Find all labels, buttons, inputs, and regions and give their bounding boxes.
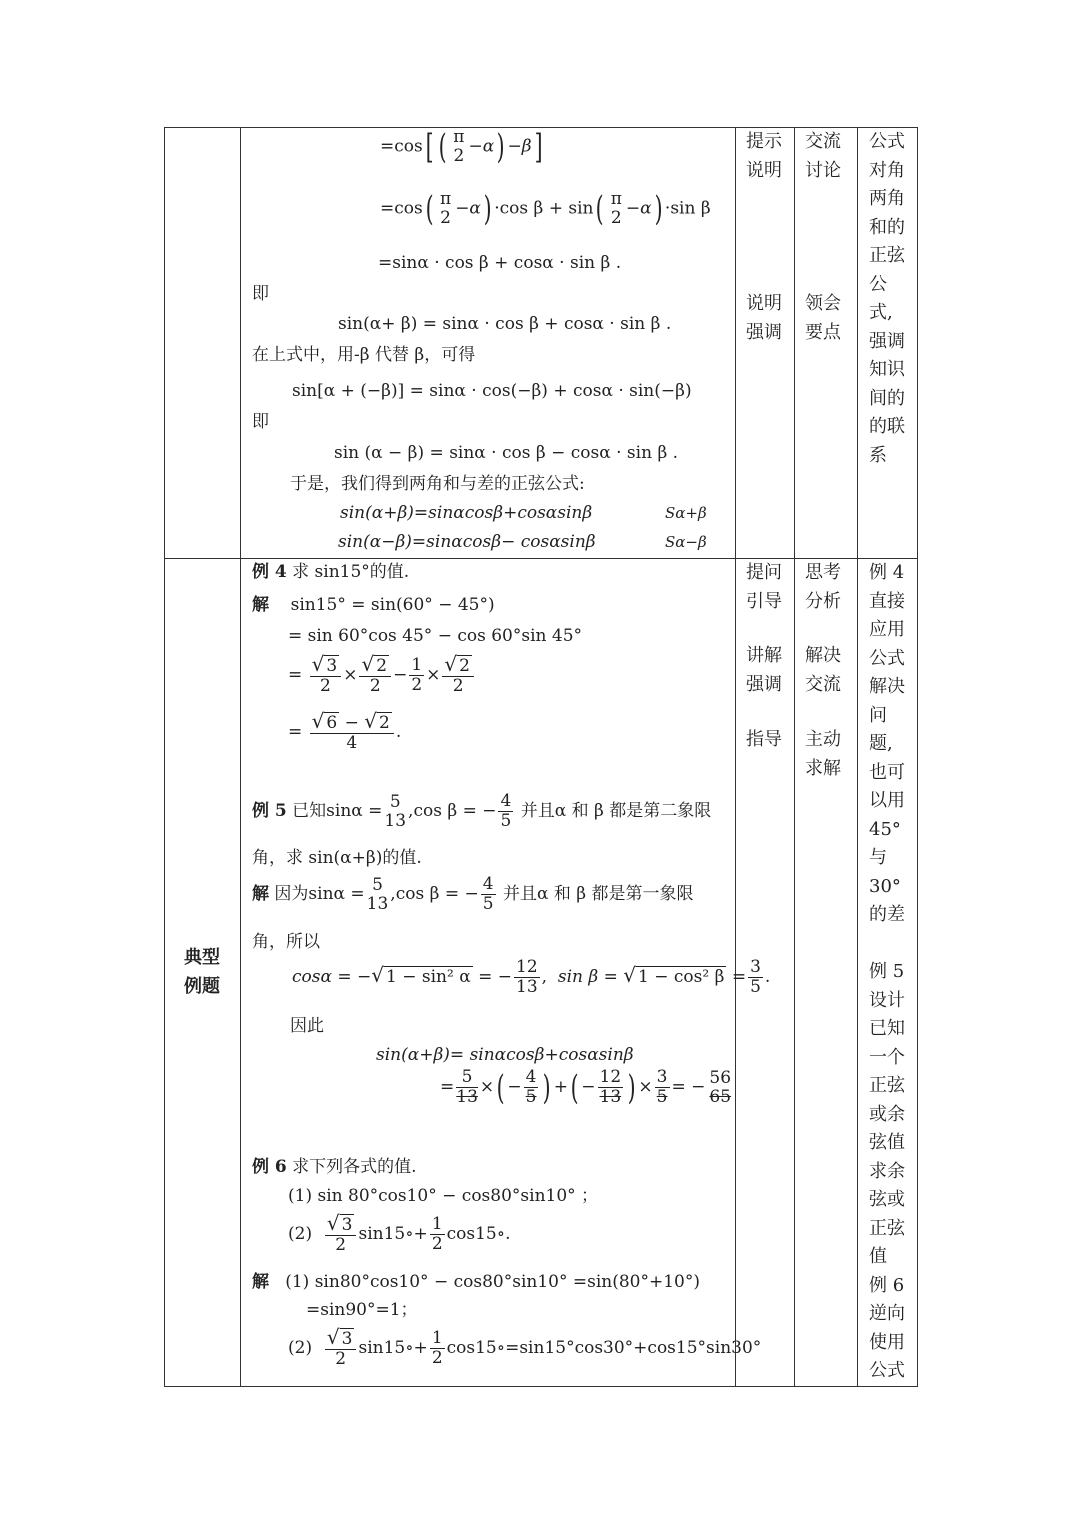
note-line: 对角 <box>869 159 905 181</box>
note-line: 一个 <box>869 1046 905 1068</box>
note-line: 弦或 <box>869 1189 905 1210</box>
note-line: 45° <box>869 818 901 840</box>
row2-col3-c: 指导 <box>746 729 782 750</box>
formula-sin-sum: sin(α+ β) = sinα · cos β + cosα · sin β . <box>338 314 672 334</box>
row2-col4-b: 解决 交流 <box>805 645 841 695</box>
row2-label: 典型 例题 <box>184 947 220 997</box>
ex6-answer1-result: =sin90°=1； <box>306 1300 418 1320</box>
replace-text: 在上式中，用-β 代替 β，可得 <box>252 345 476 365</box>
ex6-answer1: 解 (1) sin80°cos10° − cos80°sin10° =sin(80°+10°) <box>252 1272 700 1292</box>
table-col-divider-3 <box>794 127 795 1387</box>
note-line: 30° <box>869 875 901 897</box>
derivation-line-2: =cos( π 2 −α) ·cos β + sin( π 2 −α) ·sin β <box>380 189 711 229</box>
row2-col3-b: 讲解 强调 <box>746 645 782 695</box>
table-border-bottom <box>164 1386 918 1387</box>
note-line: 例 4 <box>869 562 905 583</box>
ex5-final-formula: sin(α+β)= sinαcosβ+cosαsinβ <box>376 1045 634 1065</box>
ex6-question: 例 6 求下列各式的值. <box>252 1157 417 1177</box>
note-line: 或余 <box>869 1103 905 1125</box>
note-line: 直接 <box>869 590 905 612</box>
ex5-answer-line2: 角，所以 <box>252 932 320 952</box>
note-line: 公式 <box>869 1360 905 1381</box>
note-line: 间的 <box>869 387 905 409</box>
note-line: 题, <box>869 733 893 754</box>
row1-col3-a: 提示 说明 <box>746 131 782 181</box>
note-line: 知识 <box>869 359 905 380</box>
ex4-step2: = sin 60°cos 45° − cos 60°sin 45° <box>288 626 583 646</box>
note-line: 两角 <box>869 188 905 209</box>
note-line: 问 <box>869 704 887 726</box>
diff-formula-tag: Sα−β <box>665 533 707 551</box>
row1-col4-a: 交流 讨论 <box>805 131 841 181</box>
ex4-step3: = $\frac{√ 3}{2}$ × $\frac{√ 2}{2}$ − $\frac{1}{2}$ × $\frac{√ 2}{2}$ <box>288 655 476 696</box>
note-line: 使用 <box>869 1331 905 1353</box>
table-col-divider-2 <box>735 127 736 1387</box>
table-col-divider-4 <box>857 127 858 1387</box>
note-line: 以用 <box>869 790 905 811</box>
note-line: 的联 <box>869 416 905 437</box>
row1-col4-b: 领会 要点 <box>805 293 841 343</box>
ex6-answer2: (2) $\frac{√ 3}{2}$ sin15∘+ $\frac{1}{2}$ cos15∘=sin15°cos30°+cos15°sin30° <box>288 1325 762 1369</box>
note-line: 公 <box>869 273 887 295</box>
ex4-step1: 解 sin15° = sin(60° − 45°) <box>252 595 495 615</box>
ex5-cos-sin-values: cosα = −√ 1 − sin² α = − $\frac{12}{13}$ , sin β = √ 1 − cos² β = $\frac{3}{5}$ . <box>292 957 771 997</box>
ex6-part2: (2) $\frac{√ 3}{2}$ sin15∘+ $\frac{1}{2}$ cos15∘. <box>288 1211 511 1255</box>
note-line: 求余 <box>869 1160 905 1182</box>
ex5-answer: 解 因为sinα = 5 13 ,cos β = − $\frac{4}{5}$ 并且α 和 β 都是第一象限 <box>252 874 694 914</box>
ji-label-2: 即 <box>252 412 269 432</box>
diff-formula: sin(α−β)=sinαcosβ− cosαsinβ <box>338 532 596 552</box>
note-line: 强调 <box>869 330 905 352</box>
ex4-step4: = $\frac{√ 6 - √ 2}{4}$ . <box>288 709 402 753</box>
note-line: 解决 <box>869 676 905 697</box>
row1-col3-b: 说明 强调 <box>746 293 782 343</box>
note-line: 式, <box>869 302 893 323</box>
row2-col4-a: 思考 分析 <box>805 562 841 612</box>
formula-sin-diff: sin (α − β) = sinα · cos β − cosα · sin β . <box>334 443 679 463</box>
note-line: 公式 <box>869 647 905 669</box>
ex5-question-line2: 角，求 sin(α+β)的值. <box>252 848 422 868</box>
note-line: 和的 <box>869 216 905 238</box>
note-line: 正弦 <box>869 245 905 266</box>
note-line: 已知 <box>869 1018 905 1039</box>
sum-formula-tag: Sα+β <box>665 504 707 522</box>
ex5-yinci: 因此 <box>290 1016 324 1036</box>
table-border-left <box>164 127 165 1387</box>
ex6-part1: (1) sin 80°cos10° − cos80°sin10° ； <box>288 1186 599 1206</box>
derivation-line-3: =sinα · cos β + cosα · sin β . <box>378 253 622 273</box>
note-line: 正弦 <box>869 1075 905 1096</box>
ex5-final-computation: = $\frac{5}{13}$ ×( − $\frac{4}{5}$ ) +( − $\frac{12}{13}$ ) × $\frac{3}{5}$ = − 56 65 <box>440 1067 732 1108</box>
note-line <box>869 930 907 959</box>
note-line: 的差 <box>869 904 905 925</box>
row2-col3-a: 提问 引导 <box>746 562 782 612</box>
row2-col4-c: 主动 求解 <box>805 729 841 779</box>
note-line: 弦值 <box>869 1132 905 1153</box>
ji-label-1: 即 <box>252 284 269 304</box>
note-line: 逆向 <box>869 1303 905 1324</box>
ex4-question: 例 4 求 sin15°的值. <box>252 562 410 582</box>
table-border-right <box>917 127 918 1387</box>
conclusion-text: 于是，我们得到两角和与差的正弦公式: <box>290 474 585 494</box>
row1-col5-notes <box>869 128 907 470</box>
formula-substitution: sin[α + (−β)] = sinα · cos(−β) + cosα · sin(−β) <box>292 381 692 401</box>
table-col-divider-1 <box>240 127 241 1387</box>
row2-col5-notes <box>869 559 907 1386</box>
note-line: 例 6 <box>869 1274 905 1296</box>
note-line: 值 <box>869 1246 887 1267</box>
note-line: 也可 <box>869 761 905 783</box>
ex5-question: 例 5 已知sinα = 5 13 ,cos β = − $\frac{4}{5}$ 并且α 和 β 都是第二象限 <box>252 791 712 831</box>
note-line: 正弦 <box>869 1217 905 1239</box>
note-line: 与 <box>869 847 887 868</box>
sum-formula: sin(α+β)=sinαcosβ+cosαsinβ <box>340 503 593 523</box>
note-line: 设计 <box>869 989 905 1011</box>
note-line: 例 5 <box>869 961 905 982</box>
note-line: 公式 <box>869 131 905 152</box>
note-line: 系 <box>869 444 887 466</box>
derivation-line-1: =cos[ ( π 2 −α) −β] <box>380 127 543 167</box>
note-line: 应用 <box>869 619 905 640</box>
